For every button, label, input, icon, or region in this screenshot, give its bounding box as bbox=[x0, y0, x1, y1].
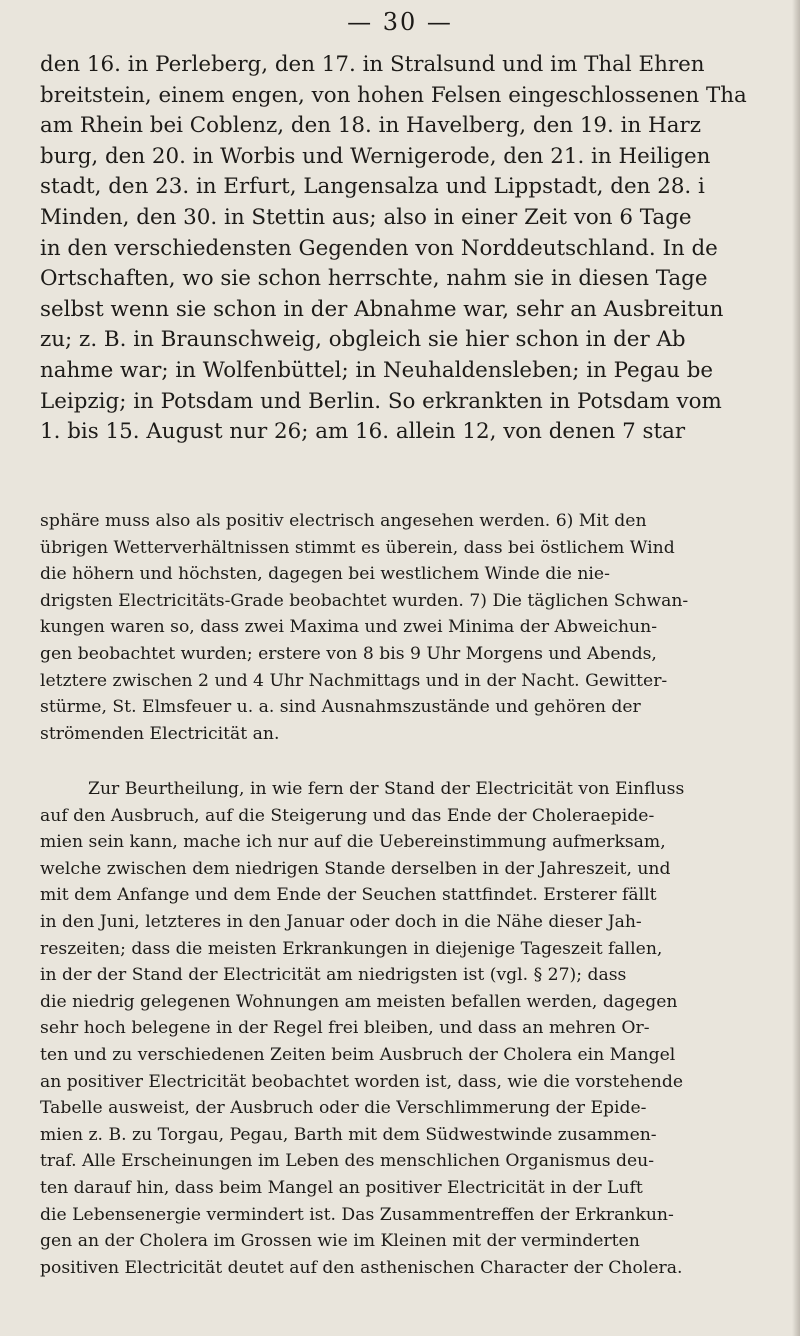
text-line: Tabelle ausweist, der Ausbruch oder die Verschlimmerung der Epide- bbox=[40, 1098, 647, 1119]
text-line: sehr hoch belegene in der Regel frei bleiben, und dass an mehren Or- bbox=[40, 1018, 650, 1039]
text-line: gen beobachtet wurden; erstere von 8 bis 9 Uhr Morgens und Abends, bbox=[40, 643, 657, 664]
text-line: auf den Ausbruch, auf die Steigerung und das Ende der Choleraepide- bbox=[40, 805, 655, 826]
text-line: strömenden Electricität an. bbox=[40, 723, 280, 744]
text-line: die höhern und höchsten, dagegen bei westlichem Winde die nie- bbox=[40, 564, 610, 585]
text-line: Leipzig; in Potsdam und Berlin. So erkrankten in Potsdam vom bbox=[40, 388, 722, 414]
text-line: reszeiten; dass die meisten Erkrankungen in diejenige Tageszeit fallen, bbox=[40, 938, 663, 959]
text-line: stadt, den 23. in Erfurt, Langensalza und Lippstadt, den 28. i bbox=[40, 174, 705, 200]
text-line: übrigen Wetterverhältnissen stimmt es überein, dass bei östlichem Wind bbox=[40, 537, 675, 558]
page-edge-shadow bbox=[792, 0, 800, 1336]
text-line: burg, den 20. in Worbis und Wernigerode, den 21. in Heiligen bbox=[40, 143, 711, 169]
text-line: drigsten Electricitäts-Grade beobachtet wurden. 7) Die täglichen Schwan- bbox=[40, 590, 689, 611]
text-line: sphäre muss also als positiv electrisch angesehen werden. 6) Mit den bbox=[40, 511, 647, 531]
text-line: welche zwischen dem niedrigen Stande derselben in der Jahreszeit, und bbox=[40, 858, 671, 879]
text-line: den 16. in Perleberg, den 17. in Stralsund und im Thal Ehren bbox=[40, 52, 705, 77]
text-line: selbst wenn sie schon in der Abnahme war, sehr an Ausbreitun bbox=[40, 296, 724, 322]
page-number: — 30 — bbox=[347, 8, 453, 36]
text-line: in der der Stand der Electricität am niedrigsten ist (vgl. § 27); dass bbox=[40, 965, 627, 986]
text-line: mit dem Anfange und dem Ende der Seuchen stattfindet. Ersterer fällt bbox=[40, 885, 657, 906]
text-line: in den Juni, letzteres in den Januar oder doch in die Nähe dieser Jah- bbox=[40, 911, 642, 932]
text-line: Zur Beurtheilung, in wie fern der Stand der Electricität von Einfluss bbox=[88, 779, 685, 799]
text-line: breitstein, einem engen, von hohen Felsen eingeschlossenen Tha bbox=[40, 82, 747, 108]
text-line: mien sein kann, mache ich nur auf die Uebereinstimmung aufmerksam, bbox=[40, 832, 666, 853]
text-line: Minden, den 30. in Stettin aus; also in einer Zeit von 6 Tage bbox=[40, 204, 692, 230]
text-line: in den verschiedensten Gegenden von Norddeutschland. In de bbox=[40, 235, 718, 261]
text-line: ten und zu verschiedenen Zeiten beim Ausbruch der Cholera ein Mangel bbox=[40, 1044, 676, 1065]
upper-paragraph bbox=[40, 50, 790, 448]
text-line: kungen waren so, dass zwei Maxima und zwei Minima der Abweichun- bbox=[40, 617, 657, 638]
lower-paragraph-1 bbox=[40, 508, 795, 747]
text-line: Ortschaften, wo sie schon herrschte, nahm sie in diesen Tage bbox=[40, 266, 708, 292]
text-line: am Rhein bei Coblenz, den 18. in Havelberg, den 19. in Harz bbox=[40, 113, 701, 139]
text-line: ten darauf hin, dass beim Mangel an positiver Electricität in der Luft bbox=[40, 1177, 643, 1198]
text-line: positiven Electricität deutet auf den asthenischen Character der Cholera. bbox=[40, 1257, 683, 1278]
text-line: zu; z. B. in Braunschweig, obgleich sie hier schon in der Ab bbox=[40, 327, 686, 353]
lower-paragraph-2 bbox=[40, 776, 795, 1281]
text-line: letztere zwischen 2 und 4 Uhr Nachmittags und in der Nacht. Gewitter- bbox=[40, 670, 668, 691]
text-line: die Lebensenergie vermindert ist. Das Zusammentreffen der Erkrankun- bbox=[40, 1204, 674, 1225]
text-line: nahme war; in Wolfenbüttel; in Neuhaldensleben; in Pegau be bbox=[40, 357, 714, 383]
text-line: traf. Alle Erscheinungen im Leben des menschlichen Organismus deu- bbox=[40, 1151, 655, 1172]
text-line: stürme, St. Elmsfeuer u. a. sind Ausnahmszustände und gehören der bbox=[40, 697, 641, 718]
text-line: gen an der Cholera im Grossen wie im Kleinen mit der verminderten bbox=[40, 1231, 640, 1252]
text-line: die niedrig gelegenen Wohnungen am meisten befallen werden, dagegen bbox=[40, 991, 678, 1012]
text-line: mien z. B. zu Torgau, Pegau, Barth mit dem Südwestwinde zusammen- bbox=[40, 1124, 657, 1145]
text-line: 1. bis 15. August nur 26; am 16. allein 12, von denen 7 star bbox=[40, 419, 686, 445]
text-line: an positiver Electricität beobachtet worden ist, dass, wie die vorstehende bbox=[40, 1071, 684, 1092]
